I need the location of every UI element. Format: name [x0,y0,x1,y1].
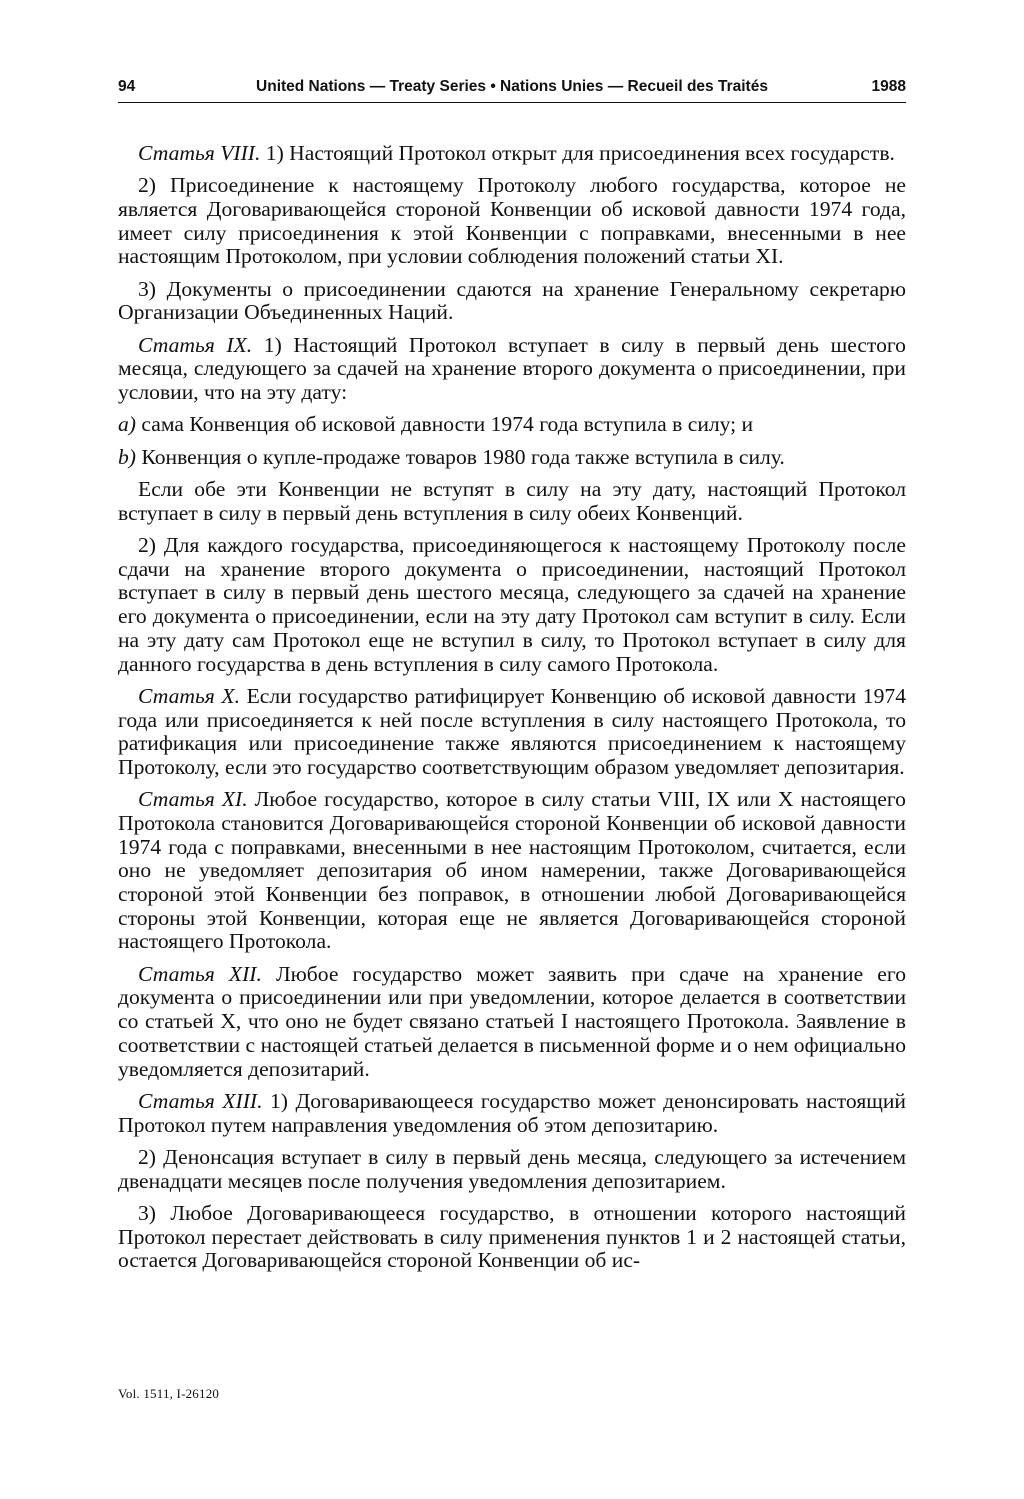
article-8-label: Статья VIII. [138,141,261,165]
article-11-label: Статья XI. [138,787,248,812]
article-8-paragraph-3 [118,278,906,325]
article-10-label: Статья X. [138,683,240,708]
article-9-item-b-text: Конвенция о купле-продаже товаров 1980 года также вступила в силу. [141,444,785,469]
article-12-paragraph [118,963,906,1082]
volume-reference: Vol. 1511, I-26120 [118,1386,220,1401]
article-13-paragraph-2 [118,1146,906,1193]
article-11-paragraph [118,788,906,954]
article-8-text-3: 3) Документы о присоединении сдаются на хранение Генеральному секретарю Организации Объединенных Наций. [118,276,906,325]
article-9-text-1-continued: Если обе эти Конвенции не вступят в силу на эту дату, настоящий Протокол вступает в силу в первый день вступления в силу обеих Конвенций. [118,477,906,525]
article-13-text-2: 2) Денонсация вступает в силу в первый день месяца, следующего за истечением двенадцати месяцев после получения уведомления депозитарием. [118,1144,906,1193]
article-8-text-2: 2) Присоединение к настоящему Протоколу любого государства, которое не является Договаривающейся стороной Конвенции об исковой давности 1974 года, имеет силу присоединения к этой Конвенции с поправками, внесенными в нее настоящим Протоколом, при условии соблюдения положений статьи XI. [118,173,906,269]
article-10-text: Если государство ратифицирует Конвенцию об исковой давности 1974 года или присоединяется к ней после вступления в силу настоящего Протокола, то ратификация или присоединение также являются присоединением к настоящему Протоколу, если это государство соответствующим образом уведомляет депозитария. [118,683,906,779]
article-11-text: Любое государство, которое в силу статьи VIII, IX или X настоящего Протокола становится Договаривающейся стороной Конвенции об исковой давности 1974 года с поправками, внесенными в нее настоящим Протоколом, считается, если оно не уведомляет депозитария об ином намерении, также Договаривающейся стороной этой Конвенции без поправок, в отношении любой Договаривающейся стороны этой Конвенции, которая еще не является Договаривающейся стороной настоящего Протокола. [118,787,906,954]
article-10-paragraph [118,685,906,780]
running-header [118,76,906,103]
article-12-text: Любое государство может заявить при сдаче на хранение его документа о присоединении или при уведомлении, которое делается в соответствии со статьей X, что оно не будет связано статьей I настоящего Протокола. Заявление в соответствии с настоящей статьей делается в письменной форме и о нем официально уведомляется депозитарий. [118,961,906,1081]
document-body [118,142,906,1282]
article-13-label: Статья XIII. [138,1088,263,1113]
article-8-text-1: 1) Настоящий Протокол открыт для присоединения всех государств. [265,141,895,165]
article-9-item-a-letter: a) [118,412,136,437]
header-year: 1988 [871,78,906,95]
article-9-item-a [118,413,906,437]
article-9-item-b-letter: b) [118,444,136,469]
article-13-paragraph-3 [118,1202,906,1273]
article-9-paragraph-1-continued [118,478,906,525]
article-13-paragraph-1 [118,1090,906,1137]
article-8-paragraph-2 [118,174,906,269]
article-9-paragraph-2 [118,534,906,676]
page-number: 94 [118,78,136,95]
article-9-text-2: 2) Для каждого государства, присоединяющегося к настоящему Протоколу после сдачи на хранение второго документа о присоединении, настоящий Протокол вступает в силу в первый день шестого месяца, следующего за сдачей на хранение его документа о присоединении, если на эту дату Протокол сам вступит в силу. Если на эту дату сам Протокол еще не вступил в силу, то Протокол вступает в силу для данного государства в день вступления в силу самого Протокола. [118,533,906,676]
article-13-text-3: 3) Любое Договаривающееся государство, в отношении которого настоящий Протокол перестает действовать в силу применения пунктов 1 и 2 настоящей статьи, остается Договаривающейся стороной Конвенции об ис- [118,1200,906,1273]
article-9-item-a-text: сама Конвенция об исковой давности 1974 года вступила в силу; и [141,412,754,437]
series-title: United Nations — Treaty Series • Nations Unies — Recueil des Traités [256,78,768,95]
article-9-label: Статья IX. [138,332,253,357]
article-9-paragraph-1 [118,334,906,405]
article-9-text-1: 1) Настоящий Протокол вступает в силу в первый день шестого месяца, следующего за сдачей на хранение второго документа о присоединении, при условии, что на эту дату: [118,332,906,405]
article-8-paragraph-1 [118,142,906,166]
article-9-item-b [118,446,906,470]
article-13-text-1: 1) Договаривающееся государство может денонсировать настоящий Протокол путем направления уведомления об этом депозитарию. [118,1088,906,1137]
article-12-label: Статья XII. [138,961,262,986]
